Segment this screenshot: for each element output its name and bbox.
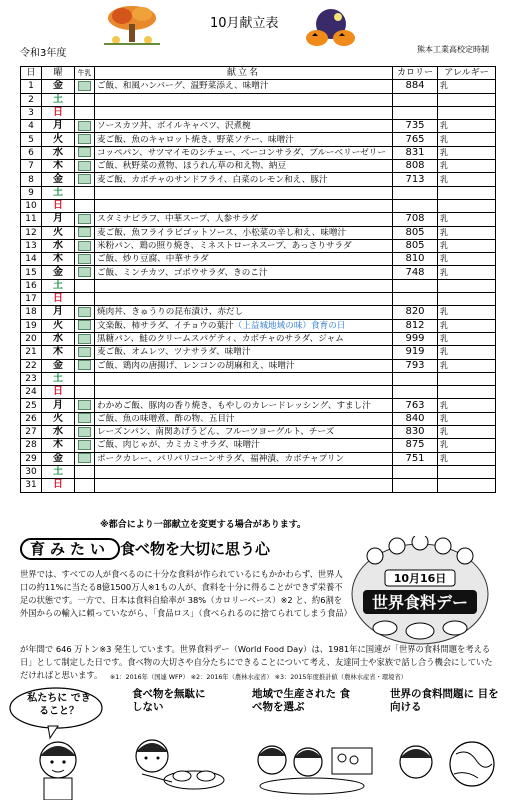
caption-dont-waste: 食べ物を無駄に しない	[132, 688, 206, 713]
weekday-cell: 火	[42, 319, 75, 332]
calorie-cell: 805	[393, 239, 438, 252]
menu-text: ソースカツ丼、ボイルキャベツ、沢煮椀	[97, 121, 251, 132]
milk-cell	[75, 199, 95, 212]
allergy-cell: 乳	[438, 133, 496, 146]
calorie-cell: 763	[393, 399, 438, 412]
milk-cell	[75, 399, 95, 412]
calorie-cell: 708	[393, 213, 438, 226]
menu-text: 麦ご飯、オムレツ、ツナサラダ、味噌汁	[97, 347, 251, 358]
food-day-section	[0, 530, 515, 800]
calorie-cell: 808	[393, 160, 438, 173]
menu-text: わかめご飯、豚肉の香り焼き、もやしのカレードレッシング、すまし汁	[97, 400, 371, 411]
day-cell: 1	[21, 80, 42, 93]
menu-cell	[95, 93, 393, 106]
menu-cell	[95, 479, 393, 492]
weekday-cell: 日	[42, 293, 75, 306]
milk-carton-icon	[78, 161, 91, 171]
table-row	[21, 80, 496, 93]
calorie-cell: 840	[393, 412, 438, 425]
milk-cell	[75, 239, 95, 252]
allergy-cell	[438, 106, 496, 119]
table-header-row	[21, 67, 496, 80]
calorie-cell	[393, 279, 438, 292]
menu-cell	[95, 452, 393, 465]
day-cell: 15	[21, 266, 42, 279]
menu-cell	[95, 346, 393, 359]
milk-cell	[75, 412, 95, 425]
menu-cell	[95, 239, 393, 252]
school-name: 熊本工業高校定時制	[417, 45, 489, 54]
table-row	[21, 465, 496, 478]
milk-cell	[75, 146, 95, 159]
menu-cell	[95, 332, 393, 345]
allergy-cell: 乳	[438, 452, 496, 465]
table-row	[21, 319, 496, 332]
allergy-cell	[438, 186, 496, 199]
table-row	[21, 293, 496, 306]
milk-carton-icon	[78, 134, 91, 144]
day-cell: 4	[21, 120, 42, 133]
weekday-cell: 月	[42, 306, 75, 319]
allergy-cell	[438, 293, 496, 306]
milk-carton-icon	[78, 360, 91, 370]
weekday-cell: 金	[42, 173, 75, 186]
milk-cell	[75, 213, 95, 226]
menu-cell	[95, 146, 393, 159]
table-row	[21, 253, 496, 266]
calorie-cell: 735	[393, 120, 438, 133]
table-row	[21, 479, 496, 492]
milk-carton-icon	[78, 307, 91, 317]
allergy-cell	[438, 279, 496, 292]
allergy-cell	[438, 386, 496, 399]
milk-cell	[75, 266, 95, 279]
table-row	[21, 439, 496, 452]
calorie-cell: 875	[393, 439, 438, 452]
column-header-day: 日	[21, 67, 42, 80]
monthly-menu-table	[20, 66, 496, 493]
calorie-cell	[393, 293, 438, 306]
weekday-cell: 日	[42, 479, 75, 492]
table-row	[21, 133, 496, 146]
table-row	[21, 279, 496, 292]
weekday-cell: 火	[42, 226, 75, 239]
menu-cell	[95, 106, 393, 119]
table-row	[21, 452, 496, 465]
allergy-cell: 乳	[438, 306, 496, 319]
table-row	[21, 160, 496, 173]
calorie-cell: 748	[393, 266, 438, 279]
allergy-cell: 乳	[438, 160, 496, 173]
calorie-cell: 765	[393, 133, 438, 146]
weekday-cell: 土	[42, 465, 75, 478]
menu-cell	[95, 186, 393, 199]
day-cell: 6	[21, 146, 42, 159]
weekday-cell: 金	[42, 359, 75, 372]
table-row	[21, 93, 496, 106]
milk-carton-icon	[78, 320, 91, 330]
calorie-cell	[393, 93, 438, 106]
menu-text: 麦ご飯、魚のキャロット焼き、野菜ソテー、味噌汁	[97, 134, 294, 145]
milk-cell	[75, 426, 95, 439]
menu-text: 麦ご飯、魚フライラビゴットソース、小松菜の辛し和え、味噌汁	[97, 227, 347, 238]
day-cell: 13	[21, 239, 42, 252]
weekday-cell: 月	[42, 213, 75, 226]
menu-cell	[95, 279, 393, 292]
fiscal-year-label: 令和3年度	[20, 48, 67, 59]
day-cell: 22	[21, 359, 42, 372]
column-header-weekday: 曜	[42, 67, 75, 80]
milk-cell	[75, 465, 95, 478]
table-row	[21, 239, 496, 252]
day-cell: 23	[21, 372, 42, 385]
weekday-cell: 水	[42, 332, 75, 345]
milk-carton-icon	[78, 347, 91, 357]
menu-text: レーズンパン、南関あげうどん、フルーツヨーグルト、チーズ	[97, 427, 335, 438]
milk-cell	[75, 293, 95, 306]
day-cell: 11	[21, 213, 42, 226]
table-row	[21, 412, 496, 425]
allergy-cell	[438, 465, 496, 478]
menu-cell	[95, 80, 393, 93]
weekday-cell: 火	[42, 412, 75, 425]
menu-cell	[95, 120, 393, 133]
caption-what-we-can-do: 私たちに できること？	[27, 693, 91, 717]
menu-text: ご飯、炒り豆腐、中華サラダ	[97, 254, 209, 265]
table-row	[21, 186, 496, 199]
milk-cell	[75, 120, 95, 133]
calorie-cell	[393, 186, 438, 199]
wfd-title: 世界食料デー	[371, 593, 469, 612]
calorie-cell	[393, 199, 438, 212]
table-row	[21, 372, 496, 385]
day-cell: 25	[21, 399, 42, 412]
allergy-cell: 乳	[438, 426, 496, 439]
calorie-cell: 830	[393, 426, 438, 439]
menu-text: ご飯、魚の味噌煮、酢の物、五目汁	[97, 413, 235, 424]
weekday-cell: 月	[42, 120, 75, 133]
menu-cell	[95, 399, 393, 412]
menu-highlight-text: （上益城地域の味）食育の日	[233, 320, 346, 331]
weekday-cell: 木	[42, 346, 75, 359]
table-row	[21, 399, 496, 412]
milk-carton-icon	[78, 427, 91, 437]
table-row	[21, 120, 496, 133]
menu-cell	[95, 426, 393, 439]
menu-cell	[95, 306, 393, 319]
calorie-cell: 884	[393, 80, 438, 93]
menu-text: コッペパン、サツマイモのシチュー、ベーコンサラダ、ブルーベリーゼリー	[97, 147, 386, 158]
menu-text: スタミナピラフ、中華スープ、人参サラダ	[97, 214, 258, 225]
table-row	[21, 359, 496, 372]
table-row	[21, 146, 496, 159]
milk-cell	[75, 359, 95, 372]
calorie-cell: 919	[393, 346, 438, 359]
calorie-cell	[393, 106, 438, 119]
weekday-cell: 水	[42, 239, 75, 252]
allergy-cell: 乳	[438, 226, 496, 239]
calorie-cell: 805	[393, 226, 438, 239]
weekday-cell: 金	[42, 80, 75, 93]
menu-cell	[95, 293, 393, 306]
calorie-cell: 820	[393, 306, 438, 319]
allergy-cell	[438, 93, 496, 106]
day-cell: 2	[21, 93, 42, 106]
day-cell: 20	[21, 332, 42, 345]
weekday-cell: 月	[42, 399, 75, 412]
weekday-cell: 水	[42, 426, 75, 439]
milk-cell	[75, 93, 95, 106]
milk-cell	[75, 253, 95, 266]
day-cell: 14	[21, 253, 42, 266]
allergy-cell: 乳	[438, 120, 496, 133]
table-row	[21, 173, 496, 186]
slogan	[20, 538, 270, 559]
menu-cell	[95, 386, 393, 399]
slogan-text: 食べ物を大切に思う心	[120, 540, 271, 558]
calorie-cell: 751	[393, 452, 438, 465]
milk-cell	[75, 279, 95, 292]
slogan-boxed-text: 育みたい	[20, 538, 120, 560]
column-header-menu: 献立名	[95, 67, 393, 80]
milk-carton-icon	[78, 453, 91, 463]
allergy-cell: 乳	[438, 359, 496, 372]
menu-cell	[95, 253, 393, 266]
calorie-cell: 812	[393, 319, 438, 332]
caption-world-food-issue: 世界の食料問題に 目を向ける	[390, 688, 499, 713]
allergy-cell: 乳	[438, 266, 496, 279]
calorie-cell: 999	[393, 332, 438, 345]
column-header-calories: カロリー	[393, 67, 438, 80]
menu-cell	[95, 412, 393, 425]
menu-text: 黒糖パン、鮭のクリームスパゲティ、カボチャのサラダ、ジャム	[97, 334, 344, 345]
milk-carton-icon	[78, 174, 91, 184]
milk-carton-icon	[78, 254, 91, 264]
milk-cell	[75, 452, 95, 465]
calorie-cell: 831	[393, 146, 438, 159]
milk-cell	[75, 372, 95, 385]
weekday-cell: 土	[42, 93, 75, 106]
table-row	[21, 306, 496, 319]
day-cell: 7	[21, 160, 42, 173]
milk-cell	[75, 319, 95, 332]
allergy-cell: 乳	[438, 213, 496, 226]
milk-cell	[75, 186, 95, 199]
halloween-pumpkin-icon	[302, 8, 360, 46]
milk-carton-icon	[78, 413, 91, 423]
calorie-cell	[393, 465, 438, 478]
menu-text: 麦ご飯、カボチャのサンドフライ、白菜のレモン和え、豚汁	[97, 174, 328, 185]
day-cell: 19	[21, 319, 42, 332]
day-cell: 31	[21, 479, 42, 492]
allergy-cell: 乳	[438, 412, 496, 425]
calorie-cell	[393, 479, 438, 492]
weekday-cell: 木	[42, 160, 75, 173]
allergy-cell	[438, 372, 496, 385]
milk-cell	[75, 160, 95, 173]
day-cell: 29	[21, 452, 42, 465]
allergy-cell	[438, 479, 496, 492]
calorie-cell	[393, 372, 438, 385]
day-cell: 28	[21, 439, 42, 452]
footnote: ※1：2016年（国連 WFP） ※2：2016年（農林水産省） ※3：2015年度推計値（農林水産省・環境省）	[110, 674, 408, 681]
menu-text: ご飯、和風ハンバーグ、温野菜添え、味噌汁	[97, 81, 269, 92]
milk-cell	[75, 226, 95, 239]
menu-cell	[95, 359, 393, 372]
weekday-cell: 日	[42, 386, 75, 399]
column-header-allergy: アレルギー	[438, 67, 496, 80]
allergy-cell: 乳	[438, 173, 496, 186]
day-cell: 30	[21, 465, 42, 478]
autumn-tree-icon	[104, 4, 160, 46]
table-row	[21, 106, 496, 119]
menu-cell	[95, 173, 393, 186]
table-row	[21, 199, 496, 212]
menu-cell	[95, 213, 393, 226]
calorie-cell: 713	[393, 173, 438, 186]
milk-cell	[75, 133, 95, 146]
table-row	[21, 332, 496, 345]
milk-carton-icon	[78, 241, 91, 251]
menu-cell	[95, 319, 393, 332]
allergy-cell: 乳	[438, 253, 496, 266]
day-cell: 5	[21, 133, 42, 146]
day-cell: 10	[21, 199, 42, 212]
milk-cell	[75, 106, 95, 119]
menu-cell	[95, 133, 393, 146]
day-cell: 12	[21, 226, 42, 239]
menu-text: 米粉パン、鶏の照り焼き、ミネストローネスープ、あっさりサラダ	[97, 241, 352, 251]
table-row	[21, 426, 496, 439]
menu-cell	[95, 160, 393, 173]
milk-cell	[75, 332, 95, 345]
milk-carton-icon	[78, 267, 91, 277]
menu-text: ご飯、秋野菜の煮物、ほうれん草の和え物、納豆	[97, 161, 287, 172]
calorie-cell: 793	[393, 359, 438, 372]
menu-text: ご飯、鶏肉の唐揚げ、レンコンの胡麻和え、味噌汁	[97, 360, 295, 371]
caption-choose-local: 地域で生産された 食べ物を選ぶ	[252, 688, 351, 713]
milk-carton-icon	[78, 440, 91, 450]
menu-cell	[95, 372, 393, 385]
day-cell: 8	[21, 173, 42, 186]
weekday-cell: 木	[42, 439, 75, 452]
weekday-cell: 土	[42, 372, 75, 385]
menu-text: ご飯、ミンチカツ、ゴボウサラダ、きのこ汁	[97, 267, 268, 278]
milk-carton-icon	[78, 121, 91, 131]
day-cell: 9	[21, 186, 42, 199]
menu-text: 焼肉丼、きゅうりの昆布漬け、赤だし	[97, 307, 244, 318]
menu-text: 文楽飯、柿サラダ、イチョウの葉汁	[97, 320, 234, 331]
menu-cell	[95, 439, 393, 452]
action-illustrations	[8, 682, 513, 800]
weekday-cell: 土	[42, 186, 75, 199]
table-row	[21, 386, 496, 399]
table-row	[21, 266, 496, 279]
day-cell: 17	[21, 293, 42, 306]
day-cell: 26	[21, 412, 42, 425]
day-cell: 18	[21, 306, 42, 319]
menu-text: ポークカレー、パリパリコーンサラダ、福神漬、カボチャプリン	[97, 453, 345, 464]
milk-cell	[75, 306, 95, 319]
milk-carton-icon	[78, 81, 91, 91]
milk-carton-icon	[78, 334, 91, 344]
weekday-cell: 火	[42, 133, 75, 146]
allergy-cell: 乳	[438, 346, 496, 359]
allergy-cell: 乳	[438, 80, 496, 93]
menu-cell	[95, 266, 393, 279]
calorie-cell: 810	[393, 253, 438, 266]
weekday-cell: 金	[42, 266, 75, 279]
menu-cell	[95, 199, 393, 212]
allergy-cell: 乳	[438, 319, 496, 332]
milk-carton-icon	[78, 227, 91, 237]
allergy-cell: 乳	[438, 146, 496, 159]
allergy-cell: 乳	[438, 239, 496, 252]
weekday-cell: 日	[42, 199, 75, 212]
page-title: 10月献立表	[210, 16, 279, 31]
weekday-cell: 金	[42, 452, 75, 465]
menu-cell	[95, 465, 393, 478]
milk-carton-icon	[78, 147, 91, 157]
table-row	[21, 213, 496, 226]
table-row	[21, 226, 496, 239]
weekday-cell: 木	[42, 253, 75, 266]
day-cell: 27	[21, 426, 42, 439]
allergy-cell	[438, 199, 496, 212]
day-cell: 3	[21, 106, 42, 119]
weekday-cell: 水	[42, 146, 75, 159]
wfd-date: 10月16日	[393, 572, 447, 585]
day-cell: 16	[21, 279, 42, 292]
weekday-cell: 土	[42, 279, 75, 292]
food-day-paragraph-1: 世界では、すべての人が食べるのに十分な食料が作られているにもかかわらず、世界人口の約11%に当たる8億1500万人※1もの人が、食料を十分に得ることができず栄養不足の状態です。一方で、日本は食料自給率が 38%（カロリーベース）※2 と、約6割を外国からの輸入に頼っていながら、「食品ロス」（食べられるのに捨てられてしまう食品）	[20, 569, 352, 618]
header	[0, 0, 515, 66]
milk-cell	[75, 346, 95, 359]
milk-cell	[75, 386, 95, 399]
day-cell: 21	[21, 346, 42, 359]
milk-carton-icon	[78, 400, 91, 410]
food-day-paragraph-2: が年間で 646 万トン※3 発生しています。世界食料デー（World Food Day）は、1981年に国連が「世界の食料問題を考える日」として制定した日です。食べ物の大切さや自分たちにできることについて考え、友達同士や家族で話し合う機会にしていただければと思います。	[20, 644, 493, 680]
column-header-milk: 牛乳	[75, 67, 95, 80]
milk-cell	[75, 439, 95, 452]
change-notice: ※都合により一部献立を変更する場合があります。	[100, 520, 307, 530]
menu-cell	[95, 226, 393, 239]
milk-cell	[75, 80, 95, 93]
allergy-cell: 乳	[438, 439, 496, 452]
milk-carton-icon	[78, 214, 91, 224]
allergy-cell: 乳	[438, 332, 496, 345]
weekday-cell: 日	[42, 106, 75, 119]
allergy-cell: 乳	[438, 399, 496, 412]
calorie-cell	[393, 386, 438, 399]
world-food-day-badge	[345, 536, 495, 648]
milk-cell	[75, 173, 95, 186]
menu-text: ご飯、肉じゃが、カミカミサラダ、味噌汁	[97, 440, 260, 451]
milk-cell	[75, 479, 95, 492]
day-cell: 24	[21, 386, 42, 399]
table-row	[21, 346, 496, 359]
